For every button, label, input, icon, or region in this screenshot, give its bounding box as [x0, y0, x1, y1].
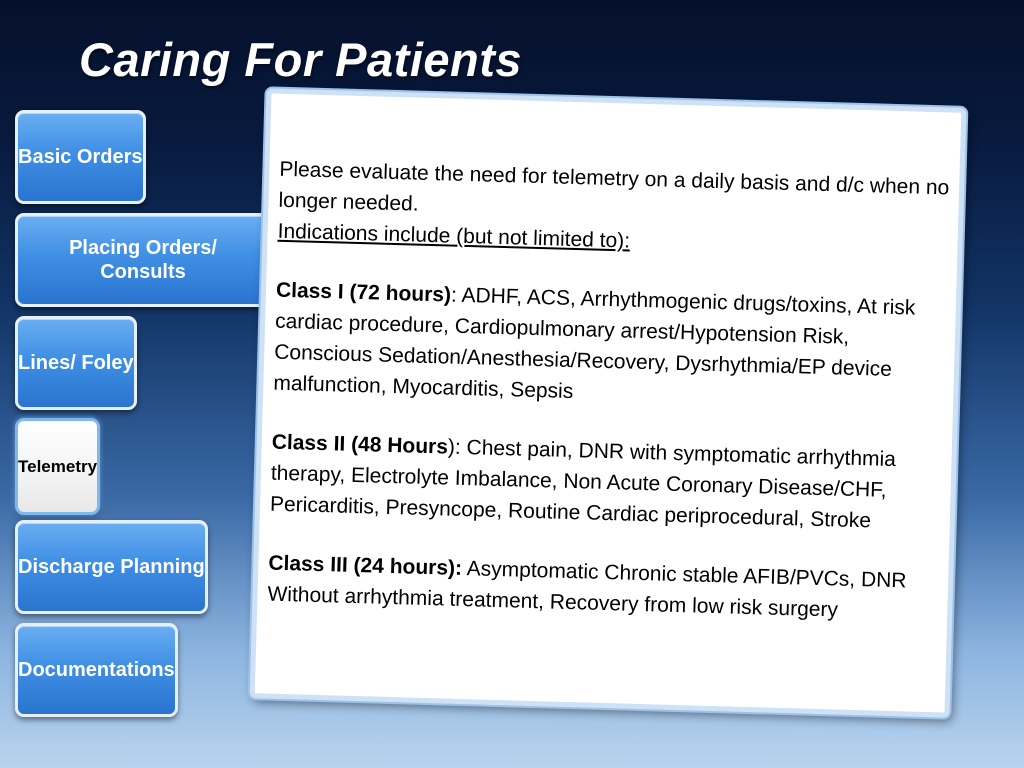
class-3-heading: Class III (24 hours): — [268, 551, 463, 580]
intro-text: Please evaluate the need for telemetry on a daily basis and d/c when no longer needed. — [278, 157, 950, 216]
class-1-text: : ADHF, ACS, Arrhythmogenic drugs/toxins, At risk cardiac procedure, Cardiopulmonary arrest/Hypotension Risk, Conscious Sedation/Anesthesia/Recovery, Dysrhythmia/EP device malfunction, Myocarditis, Sepsis — [273, 283, 916, 404]
nav-button-placing-orders-consults[interactable]: Placing Orders/ Consults — [15, 213, 271, 307]
class-1-heading: Class I (72 hours) — [275, 278, 452, 307]
indications-label: Indications include (but not limited to): — [277, 219, 631, 253]
telemetry-content-panel — [250, 88, 967, 717]
nav-button-lines-foley[interactable]: Lines/ Foley — [15, 316, 137, 410]
class-2-paragraph — [270, 427, 948, 539]
class-3-text: Asymptomatic Chronic stable AFIB/PVCs, DNR Without arrhythmia treatment, Recovery from low risk surgery — [267, 556, 907, 622]
nav-button-discharge-planning[interactable]: Discharge Planning — [15, 520, 208, 614]
page-title: Caring For Patients — [79, 33, 523, 86]
telemetry-text — [267, 154, 955, 629]
nav-button-telemetry[interactable]: Telemetry — [15, 418, 100, 515]
class-2-heading: Class II (48 Hours — [271, 430, 449, 459]
class-2-text: ): Chest pain, DNR with symptomatic arrhythmia therapy, Electrolyte Imbalance, Non Acute Coronary Disease/CHF, Pericarditis, Presyncope, Routine Cardiac periprocedural, Stroke — [269, 435, 897, 533]
nav-button-documentations[interactable]: Documentations — [15, 623, 178, 717]
class-1-paragraph — [273, 275, 952, 418]
sidebar-nav — [15, 0, 271, 768]
nav-button-basic-orders[interactable]: Basic Orders — [15, 110, 146, 204]
